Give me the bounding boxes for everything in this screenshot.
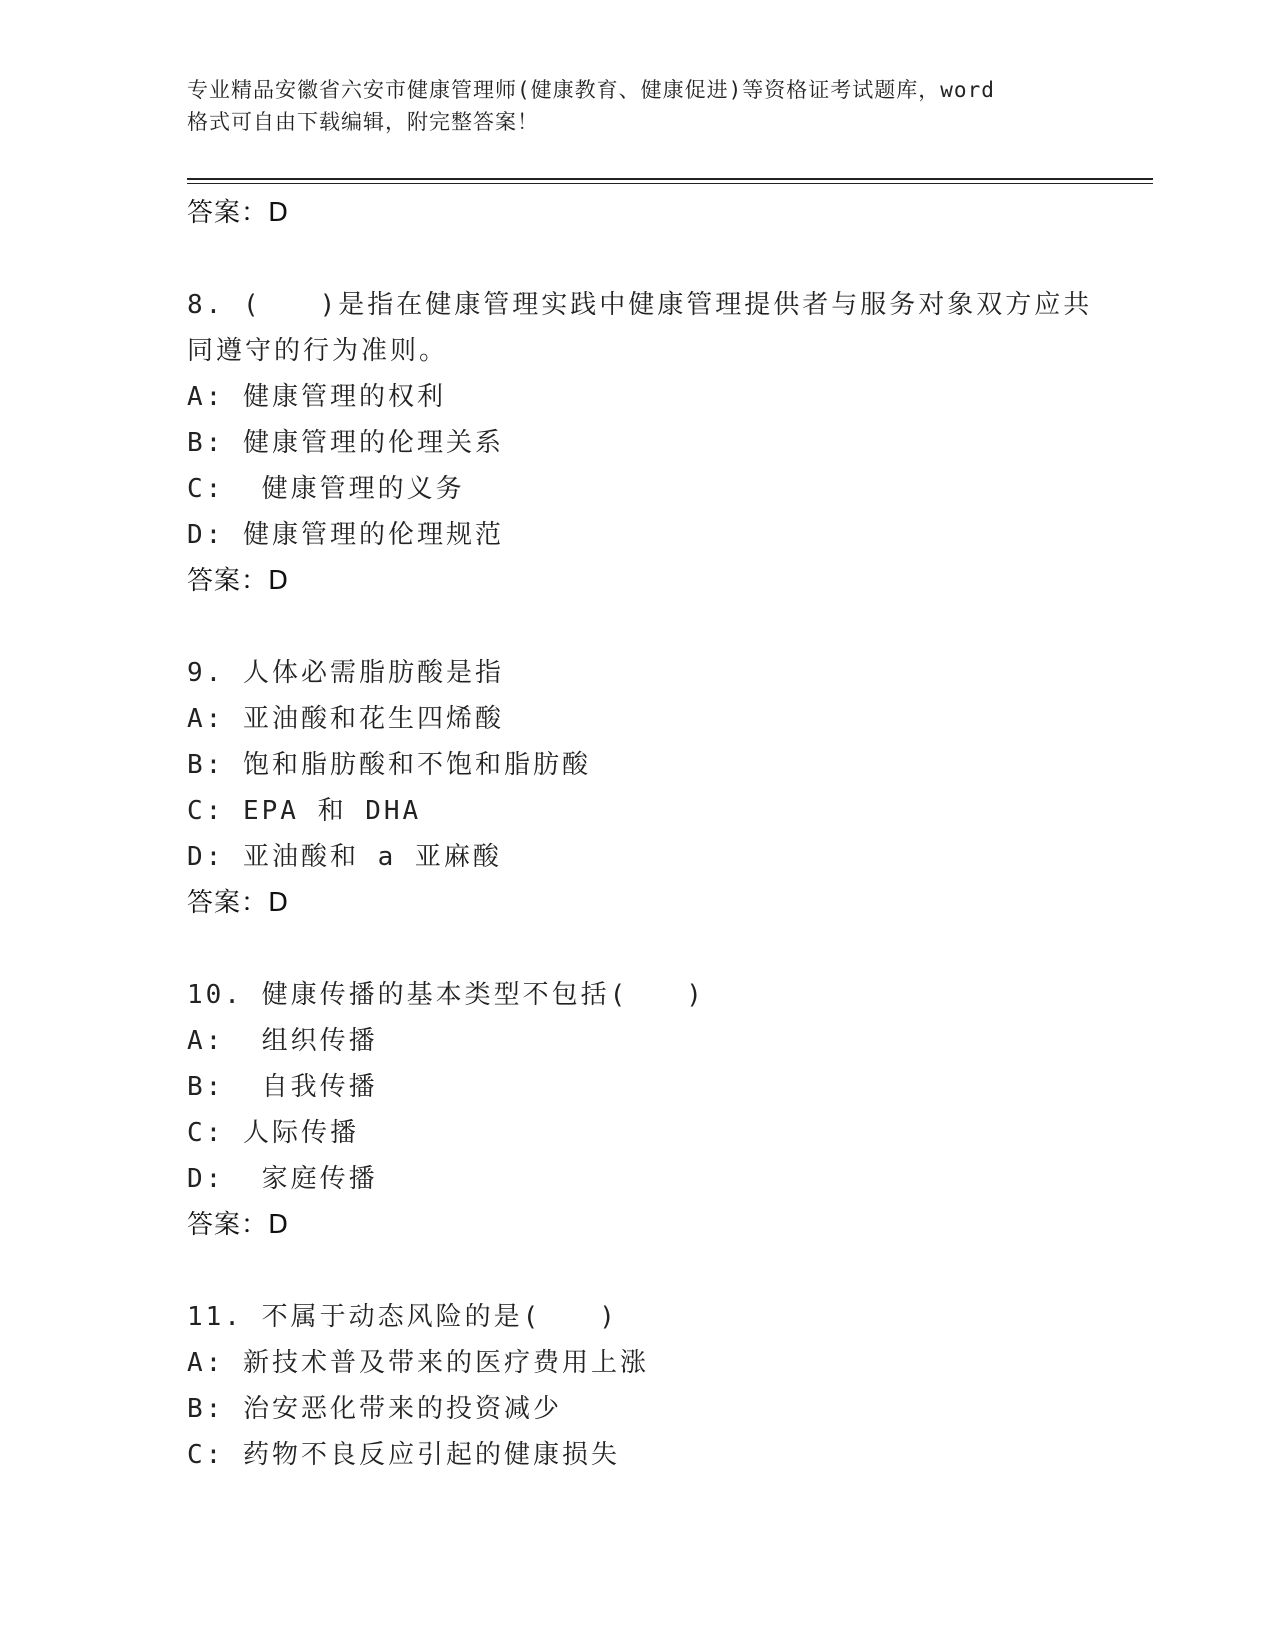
- option-d: D: 健康管理的伦理规范: [187, 520, 504, 550]
- option-c: C: 药物不良反应引起的健康损失: [187, 1440, 620, 1470]
- question-text-line: 10. 健康传播的基本类型不包括( ): [187, 980, 705, 1010]
- spacer: [187, 926, 1117, 972]
- question-text-line: 同遵守的行为准则。: [187, 336, 449, 366]
- header-rule-thick: [187, 178, 1153, 180]
- header-line-2: 格式可自由下载编辑，附完整答案！: [187, 110, 539, 134]
- option-b: B: 治安恶化带来的投资减少: [187, 1394, 562, 1424]
- option-d: D: 家庭传播: [187, 1164, 378, 1194]
- question-9: [187, 650, 1117, 926]
- question-11: [187, 1294, 1117, 1478]
- answer: 答案：D: [187, 1210, 290, 1240]
- option-c: C: 人际传播: [187, 1118, 359, 1148]
- header-rule-thin: [187, 183, 1153, 184]
- question-text-line: 8. ( )是指在健康管理实践中健康管理提供者与服务对象双方应共: [187, 290, 1093, 320]
- option-a: A: 健康管理的权利: [187, 382, 446, 412]
- previous-answer: 答案：D: [187, 198, 290, 228]
- spacer: [187, 604, 1117, 650]
- page-header: [187, 74, 1087, 138]
- answer: 答案：D: [187, 566, 290, 596]
- option-c: C: EPA 和 DHA: [187, 796, 422, 826]
- spacer: [187, 236, 1117, 282]
- option-b: B: 饱和脂肪酸和不饱和脂肪酸: [187, 750, 591, 780]
- option-b: B: 健康管理的伦理关系: [187, 428, 504, 458]
- option-a: A: 亚油酸和花生四烯酸: [187, 704, 504, 734]
- option-a: A: 组织传播: [187, 1026, 378, 1056]
- question-10: [187, 972, 1117, 1248]
- header-line-1: 专业精品安徽省六安市健康管理师(健康教育、健康促进)等资格证考试题库，word: [187, 78, 995, 102]
- option-a: A: 新技术普及带来的医疗费用上涨: [187, 1348, 649, 1378]
- option-b: B: 自我传播: [187, 1072, 378, 1102]
- spacer: [187, 1248, 1117, 1294]
- option-d: D: 亚油酸和 a 亚麻酸: [187, 842, 502, 872]
- option-c: C: 健康管理的义务: [187, 474, 465, 504]
- answer: 答案：D: [187, 888, 290, 918]
- question-8: [187, 282, 1117, 604]
- question-text-line: 9. 人体必需脂肪酸是指: [187, 658, 504, 688]
- question-text-line: 11. 不属于动态风险的是( ): [187, 1302, 618, 1332]
- question-content: [187, 190, 1117, 1478]
